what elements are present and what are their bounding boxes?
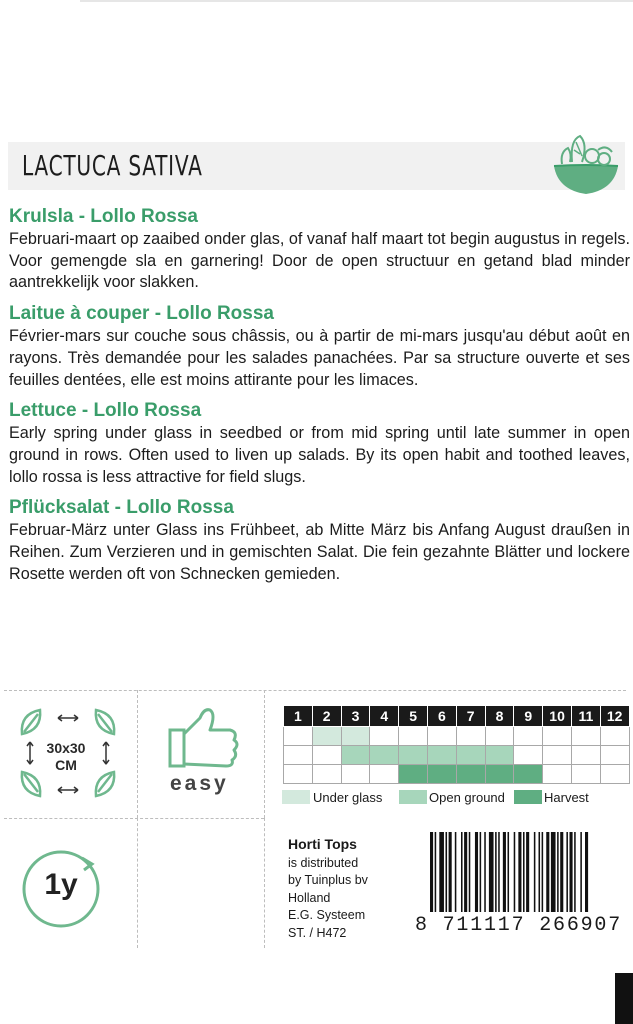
month-header: 6 bbox=[427, 706, 456, 727]
barcode-bar bbox=[551, 832, 556, 912]
barcode-bar bbox=[503, 832, 506, 912]
description-sections bbox=[9, 205, 630, 593]
barcode-bar bbox=[508, 832, 510, 912]
barcode-bar bbox=[574, 832, 576, 912]
sowing-calendar bbox=[283, 705, 630, 784]
distributor-line: ST. / H472 bbox=[288, 925, 347, 940]
month-header: 8 bbox=[485, 706, 514, 727]
calendar-cell bbox=[370, 765, 399, 784]
brand-name: Horti Tops bbox=[288, 836, 357, 852]
barcode-bar bbox=[557, 832, 559, 912]
calendar-cell bbox=[399, 765, 428, 784]
calendar-row-under-glass bbox=[284, 727, 630, 746]
calendar-cell bbox=[543, 746, 572, 765]
calendar-cell bbox=[284, 727, 313, 746]
calendar-cell bbox=[543, 727, 572, 746]
barcode-bar bbox=[489, 832, 494, 912]
calendar-row-open-ground bbox=[284, 746, 630, 765]
calendar-cell bbox=[600, 727, 629, 746]
barcode-bar bbox=[484, 832, 486, 912]
dashed-divider bbox=[4, 818, 264, 819]
calendar-cell bbox=[600, 746, 629, 765]
distributor-line: is distributed bbox=[288, 855, 359, 870]
section-heading: Lettuce - Lollo Rossa bbox=[9, 400, 202, 422]
dashed-divider bbox=[264, 690, 265, 818]
month-header: 9 bbox=[514, 706, 543, 727]
calendar-cell bbox=[600, 765, 629, 784]
barcode-bar bbox=[495, 832, 497, 912]
barcode-number: 8 711117 266907 bbox=[415, 914, 623, 937]
section-text: Februari-maart op zaaibed onder glas, of vanaf half maart tot begin augustus in regels. Voor gemengde sla en garnering! Door de open structuur en getand blad minder aantrekkelijk voor slakken. bbox=[9, 230, 630, 292]
legend-label: Harvest bbox=[544, 790, 589, 805]
calendar-cell bbox=[399, 727, 428, 746]
calendar-cell bbox=[456, 765, 485, 784]
barcode-bar bbox=[449, 832, 452, 912]
barcode-bar bbox=[546, 832, 549, 912]
distributor-line: Holland bbox=[288, 890, 331, 905]
spacing-label bbox=[44, 740, 88, 774]
section-heading: Laitue à couper - Lollo Rossa bbox=[9, 303, 274, 325]
month-header: 10 bbox=[543, 706, 572, 727]
calendar-cell bbox=[312, 746, 341, 765]
barcode-bar bbox=[498, 832, 500, 912]
section-heading: Pflücksalat - Lollo Rossa bbox=[9, 497, 234, 519]
calendar-cell bbox=[485, 765, 514, 784]
calendar-cell bbox=[284, 765, 313, 784]
spacing-unit: CM bbox=[55, 757, 77, 773]
barcode-bar bbox=[430, 832, 433, 912]
calendar-cell bbox=[341, 765, 370, 784]
dashed-divider bbox=[137, 818, 138, 948]
barcode-bar bbox=[439, 832, 444, 912]
calendar-legend bbox=[282, 789, 622, 807]
calendar-cell bbox=[427, 727, 456, 746]
barcode-bar bbox=[539, 832, 541, 912]
calendar-cell bbox=[312, 765, 341, 784]
calendar-row-harvest bbox=[284, 765, 630, 784]
month-header: 3 bbox=[341, 706, 370, 727]
calendar-cell bbox=[312, 727, 341, 746]
calendar-cell bbox=[399, 746, 428, 765]
barcode-bar bbox=[566, 832, 568, 912]
barcode-bar bbox=[461, 832, 463, 912]
edge-mark bbox=[615, 973, 633, 1024]
title-banner bbox=[8, 140, 625, 196]
calendar-cell bbox=[456, 746, 485, 765]
section-french bbox=[9, 302, 630, 391]
legend-swatch-harvest bbox=[514, 790, 542, 804]
distributor-info bbox=[288, 836, 368, 942]
barcode-bar bbox=[560, 832, 563, 912]
barcode-bar bbox=[480, 832, 482, 912]
barcode-bar bbox=[435, 832, 437, 912]
month-header: 7 bbox=[456, 706, 485, 727]
barcode-bar bbox=[446, 832, 448, 912]
dashed-divider bbox=[137, 690, 138, 818]
calendar-cell bbox=[485, 746, 514, 765]
section-dutch bbox=[9, 205, 630, 294]
barcode-bar bbox=[585, 832, 588, 912]
distributor-line: E.G. Systeem bbox=[288, 908, 366, 922]
section-text: Early spring under glass in seedbed or from mid spring until late summer in open ground in rows. Often used to liven up salads. By its open habit and toothed leaves, lollo rossa is less attractive for field slugs. bbox=[9, 424, 630, 486]
spacing-value: 30x30 bbox=[46, 740, 86, 756]
dashed-divider bbox=[264, 818, 265, 948]
legend-label: Open ground bbox=[429, 790, 505, 805]
calendar-cell bbox=[514, 765, 543, 784]
section-text: Février-mars sur couche sous châssis, ou à partir de mi-mars jusqu'au début août en rayons. Très demandée pour les salades panachées. Par sa structure ouverte et ses feuilles dentées, elle est moins attirante pour les limaces. bbox=[9, 327, 630, 389]
calendar-cell bbox=[571, 746, 600, 765]
salad-bowl-icon bbox=[548, 132, 624, 200]
barcode-bar bbox=[580, 832, 582, 912]
section-english bbox=[9, 399, 630, 488]
section-heading: Krulsla - Lollo Rossa bbox=[9, 206, 198, 227]
difficulty-label: easy bbox=[170, 772, 229, 795]
calendar-cell bbox=[370, 727, 399, 746]
barcode-bar bbox=[464, 832, 467, 912]
calendar-cell bbox=[514, 727, 543, 746]
barcode bbox=[430, 832, 626, 920]
calendar-cell bbox=[456, 727, 485, 746]
barcode-bar bbox=[469, 832, 471, 912]
legend-swatch-under-glass bbox=[282, 790, 310, 804]
calendar-cell bbox=[341, 746, 370, 765]
section-german bbox=[9, 496, 630, 585]
calendar-cell bbox=[571, 727, 600, 746]
calendar-cell bbox=[485, 727, 514, 746]
month-header: 11 bbox=[571, 706, 600, 727]
barcode-bar bbox=[534, 832, 536, 912]
calendar-cell bbox=[427, 765, 456, 784]
barcode-bar bbox=[514, 832, 516, 912]
legend-swatch-open-ground bbox=[399, 790, 427, 804]
dashed-divider bbox=[4, 690, 626, 691]
thumbs-up-icon bbox=[166, 704, 246, 770]
barcode-bar bbox=[570, 832, 573, 912]
calendar-month-row bbox=[284, 706, 630, 727]
barcode-bar bbox=[526, 832, 529, 912]
species-title: LACTUCA SATIVA bbox=[22, 149, 203, 182]
calendar-cell bbox=[543, 765, 572, 784]
barcode-bar bbox=[523, 832, 525, 912]
legend-label: Under glass bbox=[313, 790, 383, 805]
distributor-line: by Tuinplus bv bbox=[288, 873, 368, 887]
month-header: 5 bbox=[399, 706, 428, 727]
month-header: 2 bbox=[312, 706, 341, 727]
calendar-cell bbox=[284, 746, 313, 765]
calendar-cell bbox=[514, 746, 543, 765]
barcode-bar bbox=[542, 832, 544, 912]
month-header: 4 bbox=[370, 706, 399, 727]
month-header: 12 bbox=[600, 706, 629, 727]
month-header: 1 bbox=[284, 706, 313, 727]
calendar-cell bbox=[341, 727, 370, 746]
calendar-cell bbox=[370, 746, 399, 765]
calendar-cell bbox=[571, 765, 600, 784]
section-text: Februar-März unter Glass ins Frühbeet, ab Mitte März bis Anfang August draußen in Reihen. Zum Verzieren und in gemischten Salat. Die fein gezahnte Blätter und lockere Rosette werden oft von Schnecken gemieden. bbox=[9, 521, 630, 583]
top-divider bbox=[80, 0, 633, 2]
calendar-cell bbox=[427, 746, 456, 765]
lifecycle-label: 1y bbox=[44, 868, 78, 901]
barcode-bar bbox=[455, 832, 457, 912]
barcode-bar bbox=[518, 832, 521, 912]
barcode-bar bbox=[475, 832, 478, 912]
